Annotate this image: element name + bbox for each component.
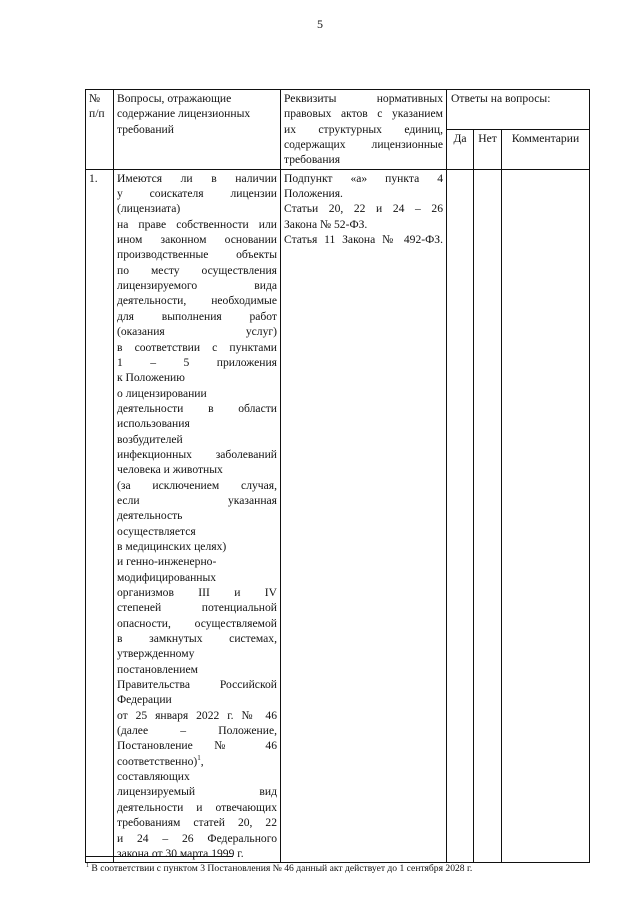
requisite-line: Положения. [284,187,343,201]
question-line: лицензируемого вида [117,279,277,293]
header-requisites-line: Реквизиты нормативных [284,92,443,105]
question-line: у соискателя лицензии [117,187,277,201]
question-line: Постановление № 46 [117,739,277,753]
row-requisites [281,169,447,862]
question-line: (оказания услуг) [117,325,277,339]
header-requisites-line: содержащих лицензионные [284,138,443,152]
row-answer-no[interactable] [474,169,502,862]
requisite-line: Статья 11 Закона № 492-ФЗ. [284,233,443,247]
page-number: 5 [317,17,323,31]
question-line: деятельности, необходимые [117,294,277,308]
question-line: и 24 – 26 Федерального [117,831,277,845]
header-requisites [281,90,447,170]
question-line: в соответствии с пунктами [117,340,277,354]
row-question [114,169,281,862]
question-line: утвержденному [117,647,195,661]
question-line: по месту осуществления [117,263,277,277]
header-number-line: № [89,92,101,105]
footnote-divider [86,856,233,857]
question-line: составляющих [117,770,190,784]
header-answers-group: Ответы на вопросы: [447,90,590,130]
question-line: лицензируемый вид [117,785,277,799]
question-line: требованиям статей 20, 22 [117,816,277,830]
requisite-line: Подпункт «а» пункта 4 [284,171,443,185]
question-line: и генно-инженерно- [117,555,217,569]
header-questions-line: Вопросы, отражающие [117,92,232,105]
question-line: деятельности и отвечающих [117,800,277,814]
question-line: если указанная [117,493,277,507]
question-line: ином законном основании [117,233,277,247]
question-line: организмов III и IV [117,586,277,599]
question-line: от 25 января 2022 г. № 46 [117,708,277,722]
question-line: (за исключением случая, [117,478,277,492]
row-answer-yes[interactable] [447,169,474,862]
header-number-line: п/п [89,107,105,121]
header-requisites-line: их структурных единиц, [284,122,443,136]
header-requisites-line: требования [284,153,341,167]
question-line: в медицинских целях) [117,539,227,553]
question-line: о лицензировании [117,386,207,400]
question-line: на праве собственности или [117,217,277,231]
question-line: (лицензиата) [117,202,181,216]
row-comments[interactable] [502,169,590,862]
question-line: опасности, осуществляемой [117,616,277,630]
question-line: производственные объекты [117,248,277,262]
header-yes: Да [447,129,474,169]
table-header-row [86,90,590,130]
header-no: Нет [474,129,502,169]
table-row [86,169,590,862]
license-requirements-table [85,89,590,863]
header-requisites-line: правовых актов с указанием [284,107,443,121]
question-line: осуществляется [117,524,196,538]
question-line: для выполнения работ [117,309,277,323]
question-line: в замкнутых системах, [117,632,277,646]
question-line: 1 – 5 приложения [117,355,277,369]
header-number [86,90,114,170]
requisite-line: Статьи 20, 22 и 24 – 26 [284,202,443,216]
header-questions-line: содержание лицензионных [117,107,251,121]
header-questions-line: требований [117,122,174,136]
footnote-marker: 1 [86,862,89,869]
row-number: 1. [86,169,114,862]
question-line: соответственно)$^1$, [117,753,204,768]
question-line: возбудителей [117,432,183,446]
question-line: закона от 30 марта 1999 г. [117,846,244,860]
header-questions [114,90,281,170]
question-line: деятельности в области [117,401,277,415]
question-line: постановлением [117,662,198,676]
question-line: Федерации [117,693,172,707]
footnote-text: В соответствии с пунктом 3 Постановления № 46 данный акт действует до 1 сентября 2028 г. [89,863,473,874]
question-line: к Положению [117,371,185,385]
question-line: (далее – Положение, [117,724,277,738]
question-line: использования [117,417,190,431]
question-line: человека и животных [117,463,223,477]
footnote-ref: 1 [197,753,201,762]
question-line: степеней потенциальной [117,601,277,615]
footnote [86,863,472,874]
question-line: инфекционных заболеваний [117,447,277,461]
question-line: модифицированных [117,570,217,584]
requisite-line: Закона № 52-ФЗ. [284,217,368,231]
question-line: деятельность [117,509,183,523]
header-comments: Комментарии [502,129,590,169]
question-line: Правительства Российской [117,678,277,692]
question-line: Имеются ли в наличии [117,171,277,185]
